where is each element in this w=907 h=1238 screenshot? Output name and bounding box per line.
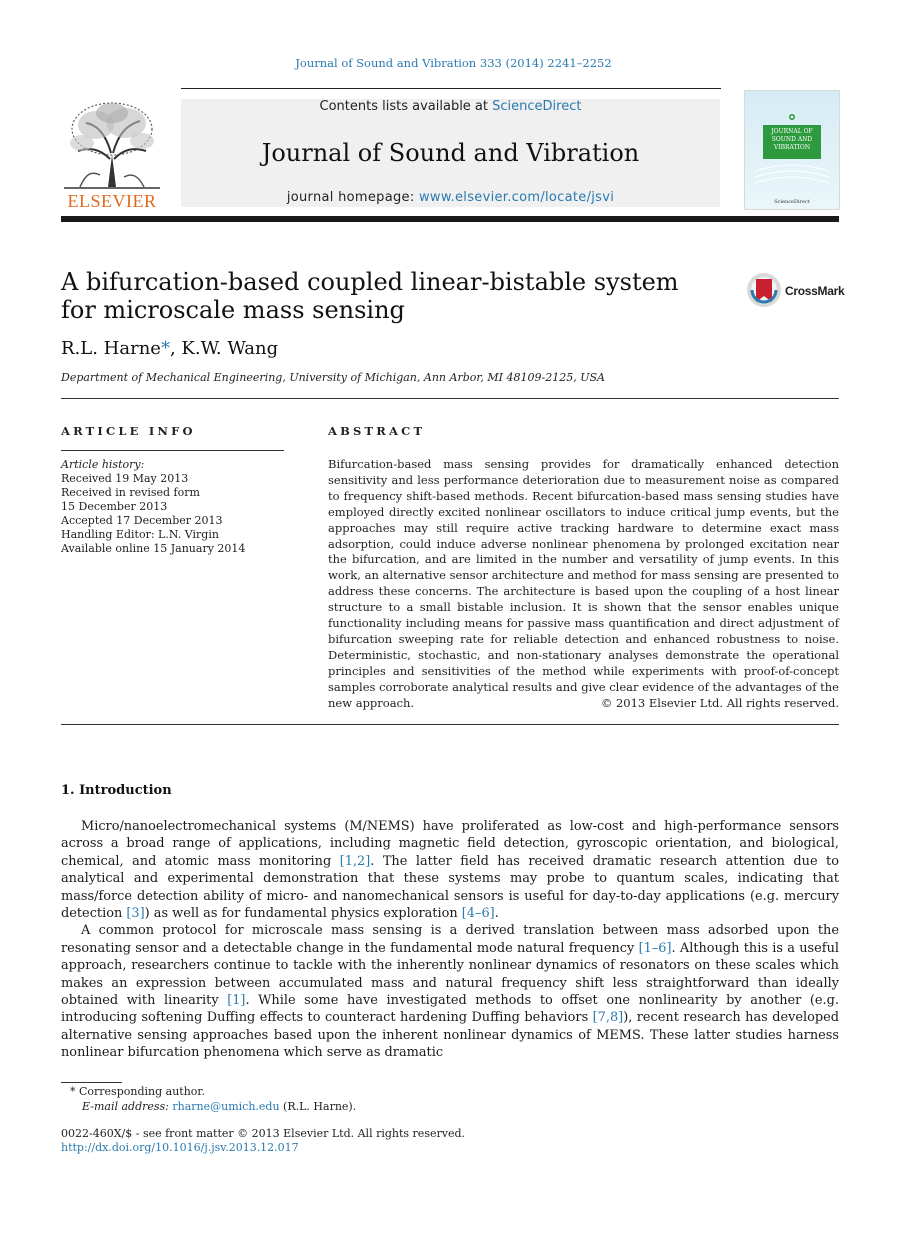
journal-name: Journal of Sound and Vibration [261,139,640,167]
contents-prefix: Contents lists available at [319,99,493,114]
title-line-1: A bifurcation-based coupled linear-bistable system [61,268,679,296]
homepage-line [181,190,720,205]
text-run: A common protocol for microscale mass sensing is a derived translation between mass adsorbed upon the resonating sensor and a detectable change in the fundamental mode natural frequency [61,923,839,956]
author-2[interactable]: K.W. Wang [181,338,279,359]
cover-title: JOURNAL OF SOUND AND VIBRATION [771,128,813,151]
introduction-heading: 1. Introduction [61,783,172,798]
author-1[interactable]: R.L. Harne [61,338,161,359]
issn-line: 0022-460X/$ - see front matter © 2013 Elsevier Ltd. All rights reserved. [61,1127,465,1140]
doi-link[interactable]: http://dx.doi.org/10.1016/j.jsv.2013.12.017 [61,1141,299,1154]
citation-link[interactable]: [4–6] [461,906,495,922]
citation-link[interactable]: [1] [227,993,246,1009]
introduction-body [61,818,839,1062]
contents-line [181,99,720,114]
citation-link[interactable]: [1–6] [638,940,672,956]
abstract-text: Bifurcation-based mass sensing provides for dramatically enhanced detection sensitivity and less performance deterioration due to measurement noise as compared to frequency shift-based methods. Recent bifurcation-based mass sensing studies have employed directly excited nonlinear oscillators to induce critical jump events, but the approaches may still require active tracking hardware to determine exact mass adsorption, could induce adverse nonlinear phenomena by prolonged excitation near the bifurcation, and are limited in the number and versatility of jump events. In this work, an alternative sensor architecture and method for mass sensing are presented to address these concerns. The architecture is based upon the coupling of a host linear structure to a small bistable inclusion. It is shown that the sensor enables unique functionality including means for passive mass quantification and direct adjustment of bifurcation sweeping rate for reliable detection and enhanced robustness to noise. Deterministic, stochastic, and non-stationary analyses demonstrate the operational principles and sensitivities of the method while experiments with proof-of-concept samples corroborate analytical results and give clear evidence of the advantages of the new approach. [328,457,839,710]
history-item: 15 December 2013 [61,500,168,513]
citation-link[interactable]: [3] [126,906,145,922]
history-item: Accepted 17 December 2013 [61,514,223,527]
corresponding-author-mark[interactable]: * [160,338,170,359]
section-rule-top [61,398,839,399]
history-label: Article history: [61,458,145,471]
homepage-link[interactable]: www.elsevier.com/locate/jsvi [418,190,615,205]
section-rule-bottom [61,724,839,725]
text-run: . The latter field has received dramatic research attention due to analytical and experimental demonstration that these systems may probe to quantum scales, indicating that mass/force detection ability of micro- and nanomechanical sensors is useful for day-to-day applications (e.g. mercury detection [61,853,840,922]
citation-link[interactable]: [7,8] [592,1010,624,1026]
text-run: ), recent research has developed alternative sensing approaches based upon the inherent nonlinear dynamics of MEMS. These latter studies harness nonlinear bifurcation phenomena which serve as dramatic [61,1010,839,1061]
history-item: Received in revised form [61,486,200,499]
text-run: . While some have investigated methods to offset one nonlinearity by another (e.g. introducing softening Duffing effects to counteract hardening Duffing behaviors [61,993,839,1026]
sciencedirect-link[interactable]: ScienceDirect [492,99,582,114]
author-separator: , [169,338,182,359]
article-title [61,268,701,324]
cover-swirl-icon [745,91,839,121]
footnote-rule [61,1082,122,1083]
history-item: Available online 15 January 2014 [61,542,246,555]
citation-link[interactable]: [1,2] [339,853,371,869]
article-history [61,458,301,556]
text-run: . Although this is a useful approach, researchers continue to tackle with the inherently nonlinear dynamics of resonators on these scales which makes an expression between accumulated mass and natural frequency shift less straightforward than ideally obtained with linearity [61,940,839,1009]
homepage-prefix: journal homepage: [286,190,419,205]
paragraph [61,818,839,922]
journal-citation[interactable]: Journal of Sound and Vibration 333 (2014) 2241–2252 [295,56,612,70]
authors-line [61,338,278,359]
masthead-thick-rule [61,216,839,222]
title-line-2: for microscale mass sensing [61,296,405,324]
text-run: ) as well as for fundamental physics exploration [144,906,462,922]
journal-cover-thumbnail[interactable] [744,90,840,210]
article-info-rule [61,450,284,451]
text-run: Micro/nanoelectromechanical systems (M/NEMS) have proliferated as low-cost and high-performance sensors across a broad range of applications, including magnetic field detection, gyroscopic orientation, and biological, chemical, and atomic mass monitoring [61,819,839,869]
abstract-heading: ABSTRACT [328,424,426,438]
paragraph [61,922,839,1061]
publisher-wordmark: ELSEVIER [67,191,157,211]
corresponding-author-note: * Corresponding author. [70,1085,205,1098]
history-item: Received 19 May 2013 [61,472,189,485]
cover-footer: ScienceDirect [774,199,810,205]
text-run: . [494,906,499,922]
email-note [82,1100,356,1113]
tree-icon [60,95,164,191]
crossmark-badge[interactable] [746,272,845,308]
cover-waves-icon [745,161,839,201]
email-link[interactable]: rharne@umich.edu [172,1100,280,1113]
history-item: Handling Editor: L.N. Virgin [61,528,219,541]
crossmark-icon [746,272,782,308]
email-label: E-mail address: [82,1100,173,1113]
abstract-copyright: © 2013 Elsevier Ltd. All rights reserved. [600,696,839,710]
masthead-top-rule [181,88,721,89]
affiliation: Department of Mechanical Engineering, University of Michigan, Ann Arbor, MI 48109-2125, USA [61,371,605,384]
article-info-heading: ARTICLE INFO [61,424,196,438]
email-suffix: (R.L. Harne). [279,1100,357,1113]
crossmark-label: CrossMark [785,284,845,298]
